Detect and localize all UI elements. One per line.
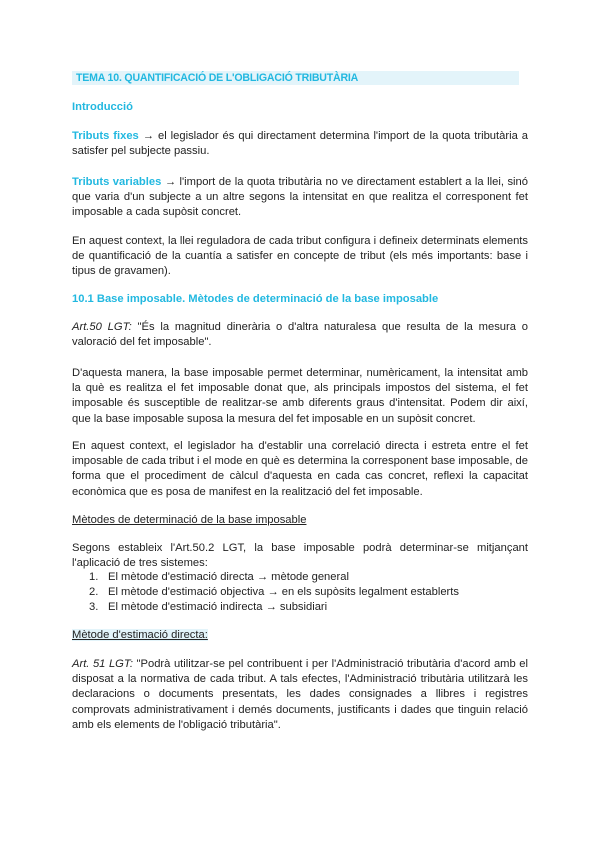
art51-text: "Podrà utilitzar-se pel contribuent i per l'Administració tributària d'acord amb el disposat a la normativa de cada tribut. A tals efectes, l'Administració tributària utilitzarà les declaracions o documents presentats, les dades consignades a llibres i registres comprovats administrativament i demés documents, justificants i dades que tinguin relació amb els elements de l'obligació tributària".	[72, 658, 528, 731]
segons-paragraph: Segons estableix l'Art.50.2 LGT, la base imposable podrà determinar-se mitjançant l'aplicació de tres sistemes:	[72, 542, 528, 570]
context-paragraph-1: En aquest context, la llei reguladora de cada tribut configura i defineix determinats elements de quantificació de la cuantía a satisfer en concepte de tribut (els més importants: base i tipus de gravamen).	[72, 235, 528, 278]
tributs-fixes-text: → el legislador és qui directament determina l'import de la quota tributària a satisfer pel subjecte passiu.	[72, 130, 529, 158]
tributs-variables-term: Tributs variables	[72, 176, 162, 188]
list-item: 1. El mètode d'estimació directa → mètode general	[89, 571, 349, 583]
art51-reference: Art. 51 LGT:	[72, 658, 133, 670]
methods-list	[72, 570, 459, 615]
tributs-fixes-term: Tributs fixes	[72, 130, 139, 142]
list-item: 3. El mètode d'estimació indirecta → subsidiari	[89, 601, 328, 613]
tributs-fixes-paragraph	[72, 129, 528, 159]
context-paragraph-2: En aquest context, el legislador ha d'establir una correlació directa i estreta entre el fet imposable de cada tribut i el mode en què es determina la corresponent base imposable, de forma que el procediment de càlcul d'aquesta en cada cas concret, reflexi la capacitat econòmica que es posa de manifest en la realització del fet imposable.	[72, 440, 528, 498]
page-title: TEMA 10. QUANTIFICACIÓ DE L'OBLIGACIÓ TRIBUTÀRIA	[76, 72, 359, 84]
intro-heading: Introducció	[72, 101, 133, 113]
methods-heading: Mètodes de determinació de la base imposable	[72, 514, 307, 526]
tributs-variables-paragraph	[72, 175, 528, 221]
direct-method-heading: Mètode d'estimació directa:	[72, 629, 208, 641]
art51-paragraph	[72, 657, 528, 733]
art50-paragraph	[72, 320, 528, 350]
list-item: 2. El mètode d'estimació objectiva → en els supòsits legalment establerts	[89, 586, 459, 598]
section-heading: 10.1 Base imposable. Mètodes de determinació de la base imposable	[72, 293, 439, 305]
aquesta-manera-paragraph: D'aquesta manera, la base imposable permet determinar, numèricament, la intensitat amb la què es realitza el fet imposable donat que, als principals impostos del sistema, el fet imposable és susceptible de realitzar-se amb diferents graus d'intensitat. Podem dir així, que la base imposable suposa la mesura del fet imposable en un supòsit concret.	[72, 367, 528, 425]
art50-reference: Art.50 LGT:	[72, 321, 132, 333]
art50-text: "És la magnitud dinerària o d'altra naturalesa que resulta de la mesura o valoració del fet imposable".	[72, 321, 528, 349]
tributs-variables-text: → l'import de la quota tributària no ve directament establert a la llei, sinó que varia d'un subjecte a un altre segons la intensitat en que realitza el corresponent fet imposable a cada supòsit concret.	[72, 176, 528, 219]
